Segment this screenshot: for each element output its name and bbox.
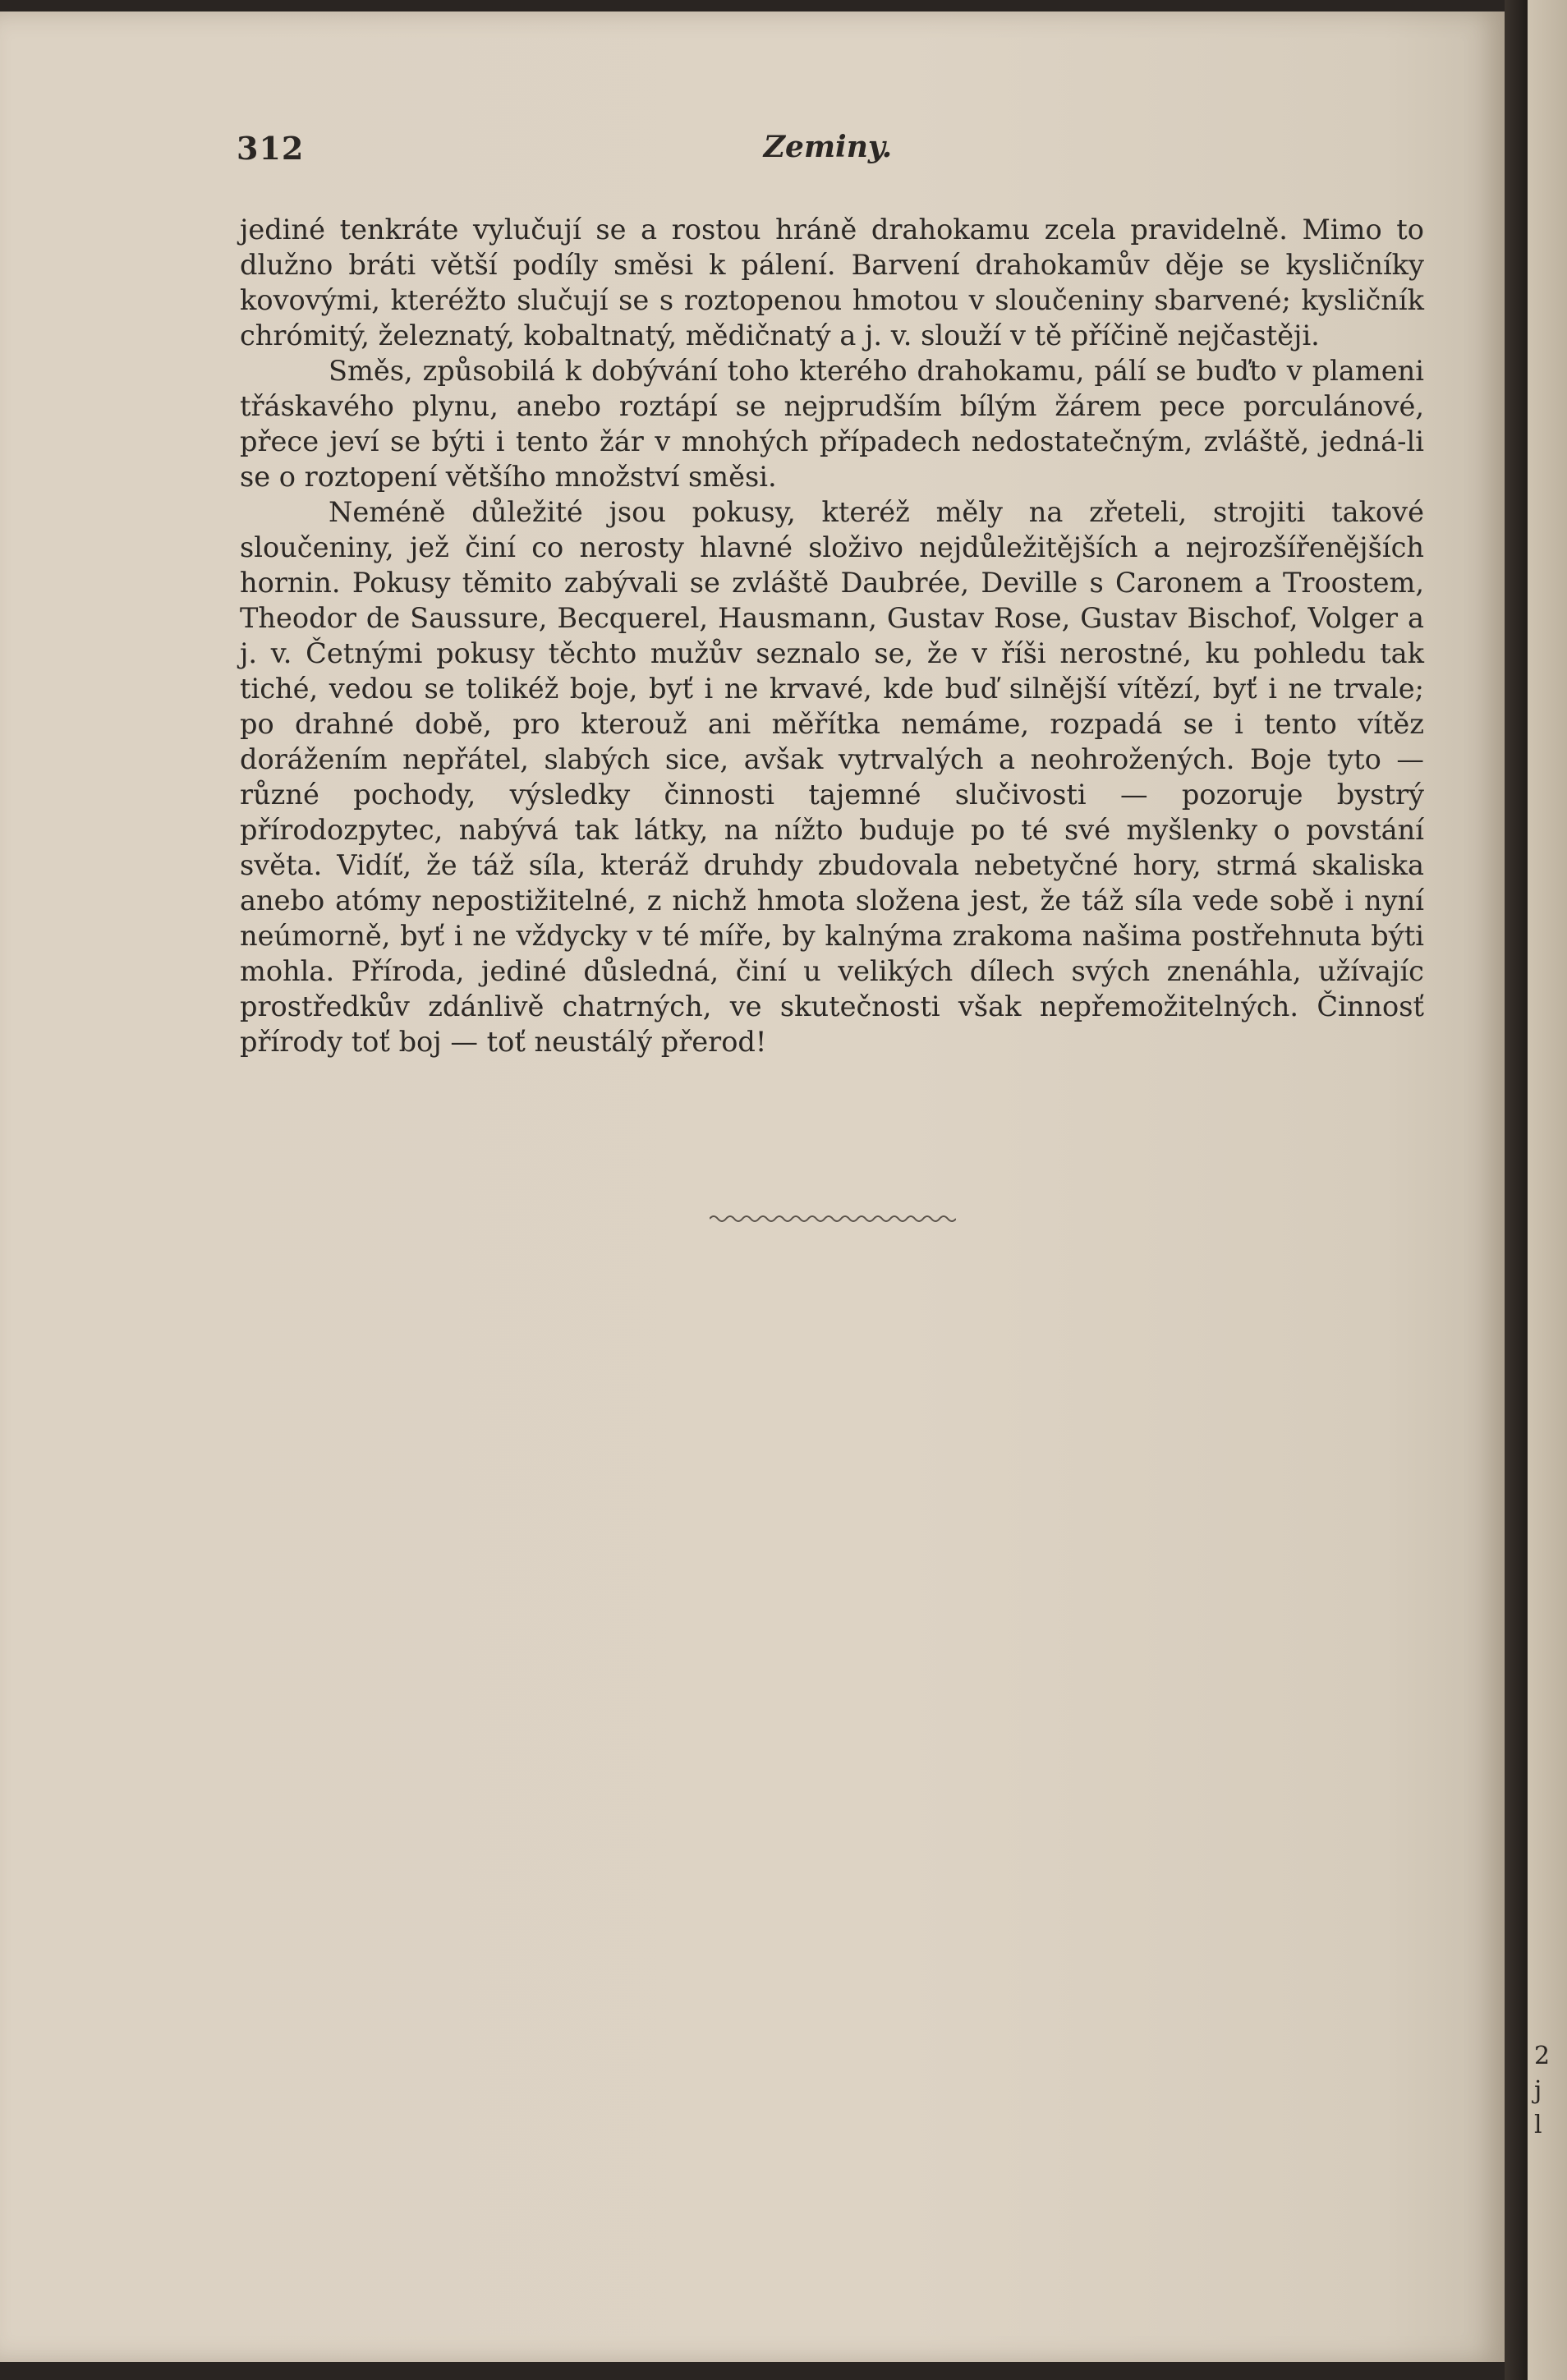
paragraph: Směs, způsobilá k dobývání toho kterého drahokamu, pálí se buďto v plameni třáskavého plynu, anebo roztápí se nejprudším bílým žárem pece porculánové, přece jeví se býti i tento žár v mnohých případech nedostatečným, zvláště, jedná-li se o roztopení většího množství směsi. — [240, 355, 1424, 493]
adjacent-page-glyph: j — [1534, 2076, 1542, 2105]
section-end-ornament — [710, 1211, 956, 1227]
adjacent-page-glyph: l — [1534, 2111, 1542, 2139]
adjacent-page-glyph: 2 — [1534, 2042, 1551, 2070]
paragraph: Neméně důležité jsou pokusy, kteréž měly na zřeteli, strojiti takové sloučeniny, jež činí co nerosty hlavné složivo nejdůležitějších a nejrozšířenějších hornin. Pokusy těmito zabývali se zvláště Daubrée, Deville s Caronem a Troostem, Theodor de Saussure, Becquerel, Hausmann, Gustav Rose, Gustav Bischof, Volger a j. v. Četnými pokusy těchto mužův seznalo se, že v říši nerostné, ku pohledu tak tiché, vedou se tolikéž boje, byť i ne krvavé, kde buď silnější vítězí, byť i ne trvale; po drahné době, pro kterouž ani měřítka nemáme, rozpadá se i tento vítěz dorážením nepřátel, slabých sice, avšak vytrvalých a neohrožených. Boje tyto — různé pochody, výsledky činnosti tajemné slučivosti — pozoruje bystrý přírodozpytec, nabývá tak látky, na nížto buduje po té své myšlenky o povstání světa. Vidíť, že táž síla, kteráž druhdy zbudovala nebetyčné hory, strmá skaliska anebo atómy nepostižitelné, z nichž hmota složena jest, že táž síla vede sobě i nyní neúmorně, byť i ne vždycky v té míře, by kalnýma zrakoma našima postřehnuta býti mohla. Příroda, jediné důsledná, činí u velikých dílech svých znenáhla, užívajíc prostředkův zdánlivě chatrných, ve skutečnosti však nepřemožitelných. Činnosť přírody toť boj — toť neustálý přerod! — [240, 496, 1424, 1058]
paragraph: jediné tenkráte vylučují se a rostou hráně drahokamu zcela pravidelně. Mimo to dlužno bráti větší podíly směsi k pálení. Barvení drahokamův děje se kysličníky kovovými, kteréžto slučují se s roztopenou hmotou v sloučeniny sbarvené; kysličník chrómitý, železnatý, kobaltnatý, mědičnatý a j. v. slouží v tě příčině nejčastěji. — [240, 214, 1424, 351]
body-text — [240, 212, 1424, 1059]
page-number: 312 — [237, 130, 305, 167]
page-header — [237, 130, 1419, 171]
adjacent-page-edge — [1528, 0, 1567, 2380]
running-title: Zeminy. — [763, 130, 893, 164]
